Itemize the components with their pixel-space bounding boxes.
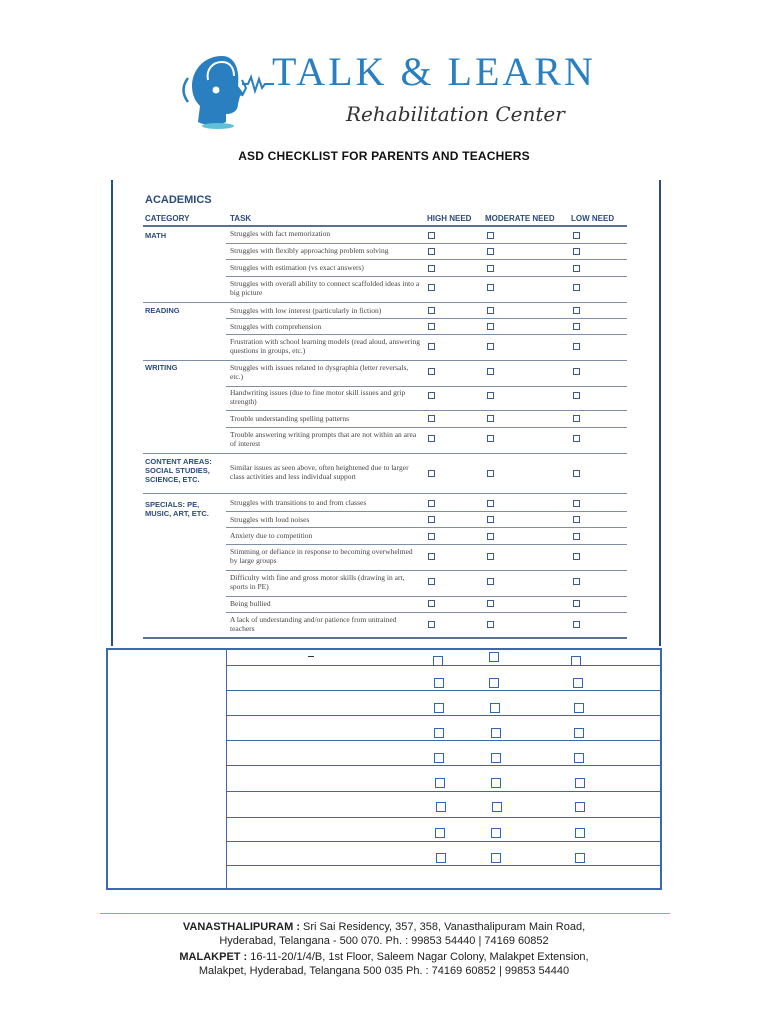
task-text: Difficulty with fine and gross motor skills (drawing in art, sports in PE) bbox=[230, 573, 405, 591]
checkbox-high-need[interactable] bbox=[434, 753, 444, 763]
row-divider bbox=[226, 243, 627, 244]
row-divider bbox=[227, 841, 660, 842]
checkbox-moderate-need[interactable] bbox=[487, 368, 494, 375]
checkbox-low-need[interactable] bbox=[573, 435, 580, 442]
checkbox-low-need[interactable] bbox=[574, 753, 584, 763]
address-line: Sri Sai Residency, 357, 358, Vanasthalipuram Main Road, bbox=[303, 921, 586, 933]
checkbox-moderate-need[interactable] bbox=[487, 621, 494, 628]
section-title: ACADEMICS bbox=[145, 194, 212, 206]
category-specials: SPECIALS: PE, MUSIC, ART, ETC. bbox=[145, 500, 209, 518]
checkbox-high-need[interactable] bbox=[428, 621, 435, 628]
checkbox-high-need[interactable] bbox=[428, 435, 435, 442]
checkbox-moderate-need[interactable] bbox=[487, 600, 494, 607]
checkbox-high-need[interactable] bbox=[428, 284, 435, 291]
checkbox-low-need[interactable] bbox=[573, 232, 580, 239]
checkbox-low-need[interactable] bbox=[574, 728, 584, 738]
checkbox-low-need[interactable] bbox=[573, 323, 580, 330]
task-text: Struggles with flexibly approaching problem solving bbox=[230, 246, 389, 255]
task-text: Struggles with issues related to dysgraphia (letter reversals, etc.) bbox=[230, 363, 409, 381]
row-divider bbox=[226, 570, 627, 571]
task-text: Struggles with estimation (vs exact answers) bbox=[230, 263, 364, 272]
checkbox-high-need[interactable] bbox=[434, 703, 444, 713]
row-divider bbox=[227, 690, 660, 691]
document-title: ASD CHECKLIST FOR PARENTS AND TEACHERS bbox=[238, 149, 530, 163]
company-logo bbox=[180, 44, 596, 134]
task-text: Trouble understanding spelling patterns bbox=[230, 414, 350, 423]
row-divider bbox=[226, 276, 627, 277]
checkbox-moderate-need[interactable] bbox=[491, 753, 501, 763]
checkbox-moderate-need[interactable] bbox=[487, 533, 494, 540]
row-divider bbox=[227, 765, 660, 766]
checkbox-moderate-need[interactable] bbox=[487, 500, 494, 507]
row-divider bbox=[226, 527, 627, 528]
checkbox-high-need[interactable] bbox=[428, 500, 435, 507]
task-text: Struggles with loud noises bbox=[230, 515, 310, 524]
category-divider bbox=[143, 453, 627, 454]
address-line: 16-11-20/1/4/B, 1st Floor, Saleem Nagar Colony, Malakpet Extension, bbox=[250, 951, 589, 963]
checkbox-high-need[interactable] bbox=[428, 600, 435, 607]
task-text: Struggles with fact memorization bbox=[230, 229, 331, 238]
task-text: Anxiety due to competition bbox=[230, 531, 313, 540]
checkbox-high-need[interactable] bbox=[434, 678, 444, 688]
checkbox-moderate-need[interactable] bbox=[491, 853, 501, 863]
checkbox-low-need[interactable] bbox=[573, 265, 580, 272]
category-writing: WRITING bbox=[145, 363, 178, 372]
checkbox-high-need[interactable] bbox=[428, 232, 435, 239]
checkbox-low-need[interactable] bbox=[573, 368, 580, 375]
scan-edge-left bbox=[111, 180, 113, 646]
checkbox-low-need[interactable] bbox=[573, 248, 580, 255]
checkbox-high-need[interactable] bbox=[436, 802, 446, 812]
checkbox-high-need[interactable] bbox=[435, 778, 445, 788]
checkbox-low-need[interactable] bbox=[571, 656, 581, 666]
checkbox-low-need[interactable] bbox=[573, 578, 580, 585]
column-header-task: TASK bbox=[230, 214, 252, 223]
category-divider bbox=[143, 360, 627, 361]
task-text: Being bullied bbox=[230, 599, 271, 608]
task-text: Similar issues as seen above, often heightened due to larger class activities and less individual support bbox=[230, 463, 409, 481]
checkbox-low-need[interactable] bbox=[573, 678, 583, 688]
branch-name: MALAKPET : bbox=[179, 951, 248, 963]
checkbox-high-need[interactable] bbox=[428, 343, 435, 350]
row-divider bbox=[226, 410, 627, 411]
checkbox-moderate-need[interactable] bbox=[491, 728, 501, 738]
checkbox-low-need[interactable] bbox=[573, 516, 580, 523]
checkbox-low-need[interactable] bbox=[573, 343, 580, 350]
row-divider bbox=[227, 665, 660, 666]
column-header-high-need: HIGH NEED bbox=[427, 214, 472, 223]
category-content-areas: CONTENT AREAS: SOCIAL STUDIES, SCIENCE, ETC. bbox=[145, 457, 212, 484]
checkbox-moderate-need[interactable] bbox=[491, 778, 501, 788]
checkbox-moderate-need[interactable] bbox=[489, 678, 499, 688]
task-text: Struggles with low interest (particularly in fiction) bbox=[230, 306, 382, 315]
footer-divider bbox=[100, 913, 670, 914]
row-divider bbox=[226, 334, 627, 335]
brand-name: TALK & LEARN bbox=[272, 49, 596, 94]
checkbox-low-need[interactable] bbox=[573, 415, 580, 422]
checkbox-moderate-need[interactable] bbox=[487, 516, 494, 523]
checkbox-high-need[interactable] bbox=[436, 853, 446, 863]
checkbox-low-need[interactable] bbox=[573, 621, 580, 628]
checkbox-moderate-need[interactable] bbox=[487, 248, 494, 255]
column-header-category: CATEGORY bbox=[145, 214, 190, 223]
column-header-moderate-need: MODERATE NEED bbox=[485, 214, 555, 223]
branch-address-malakpet bbox=[0, 950, 768, 964]
task-text: Handwriting issues (due to fine motor skill issues and grip strength) bbox=[230, 388, 406, 406]
sound-wave-icon bbox=[242, 74, 274, 94]
task-text: Frustration with school learning models (read aloud, answering questions in groups, etc.) bbox=[230, 337, 420, 355]
checkbox-low-need[interactable] bbox=[573, 600, 580, 607]
checkbox-high-need[interactable] bbox=[428, 516, 435, 523]
task-text: Struggles with comprehension bbox=[230, 322, 322, 331]
column-divider bbox=[226, 650, 227, 888]
row-divider bbox=[226, 318, 627, 319]
task-text: Trouble answering writing prompts that are not within an area of interest bbox=[230, 430, 417, 448]
row-divider bbox=[226, 596, 627, 597]
checkbox-low-need[interactable] bbox=[575, 853, 585, 863]
checkbox-moderate-need[interactable] bbox=[487, 578, 494, 585]
checkbox-moderate-need[interactable] bbox=[487, 415, 494, 422]
row-divider bbox=[226, 511, 627, 512]
checkbox-moderate-need[interactable] bbox=[487, 284, 494, 291]
checkbox-moderate-need[interactable] bbox=[487, 392, 494, 399]
checkbox-low-need[interactable] bbox=[574, 703, 584, 713]
checkbox-moderate-need[interactable] bbox=[487, 435, 494, 442]
checkbox-moderate-need[interactable] bbox=[490, 703, 500, 713]
checkbox-high-need[interactable] bbox=[428, 533, 435, 540]
row-divider bbox=[227, 791, 660, 792]
checkbox-high-need[interactable] bbox=[434, 728, 444, 738]
checkbox-low-need[interactable] bbox=[573, 284, 580, 291]
checkbox-high-need[interactable] bbox=[428, 368, 435, 375]
checkbox-high-need[interactable] bbox=[428, 307, 435, 314]
checkbox-high-need[interactable] bbox=[428, 578, 435, 585]
checkbox-moderate-need[interactable] bbox=[487, 470, 494, 477]
checkbox-moderate-need[interactable] bbox=[487, 323, 494, 330]
checkbox-high-need[interactable] bbox=[428, 392, 435, 399]
checkbox-high-need[interactable] bbox=[428, 265, 435, 272]
category-divider bbox=[143, 493, 627, 494]
checkbox-low-need[interactable] bbox=[573, 500, 580, 507]
dash-mark bbox=[308, 656, 314, 657]
category-divider bbox=[143, 302, 627, 303]
checkbox-moderate-need[interactable] bbox=[487, 343, 494, 350]
checkbox-high-need[interactable] bbox=[428, 470, 435, 477]
category-math: MATH bbox=[145, 231, 167, 240]
checkbox-low-need[interactable] bbox=[575, 778, 585, 788]
branch-name: VANASTHALIPURAM : bbox=[182, 921, 300, 933]
checkbox-high-need[interactable] bbox=[428, 248, 435, 255]
row-divider bbox=[227, 740, 660, 741]
checkbox-moderate-need[interactable] bbox=[492, 802, 502, 812]
checkbox-moderate-need[interactable] bbox=[487, 232, 494, 239]
address-line: Malakpet, Hyderabad, Telangana 500 035 Ph. : 74169 60852 | 99853 54440 bbox=[198, 965, 570, 977]
row-divider bbox=[226, 386, 627, 387]
brand-subtitle: Rehabilitation Center bbox=[346, 102, 565, 126]
checkbox-low-need[interactable] bbox=[573, 392, 580, 399]
task-text: Stimming or defiance in response to becoming overwhelmed by large groups bbox=[230, 547, 413, 565]
row-divider bbox=[226, 427, 627, 428]
checkbox-low-need[interactable] bbox=[573, 307, 580, 314]
academics-checklist bbox=[111, 180, 661, 646]
checkbox-moderate-need[interactable] bbox=[487, 553, 494, 560]
task-text: A lack of understanding and/or patience from untrained teachers bbox=[230, 615, 397, 633]
column-header-low-need: LOW NEED bbox=[571, 214, 615, 223]
category-reading: READING bbox=[145, 306, 180, 315]
checkbox-moderate-need[interactable] bbox=[491, 828, 501, 838]
checkbox-high-need[interactable] bbox=[428, 415, 435, 422]
checkbox-low-need[interactable] bbox=[575, 802, 585, 812]
checkbox-high-need[interactable] bbox=[433, 656, 443, 666]
task-text: Struggles with overall ability to connect scaffolded ideas into a big picture bbox=[230, 279, 420, 297]
blank-checklist-table bbox=[106, 648, 662, 890]
row-divider bbox=[227, 817, 660, 818]
row-divider bbox=[227, 865, 660, 866]
row-divider bbox=[226, 259, 627, 260]
checkbox-low-need[interactable] bbox=[573, 533, 580, 540]
checkbox-high-need[interactable] bbox=[435, 828, 445, 838]
checkbox-high-need[interactable] bbox=[428, 323, 435, 330]
scan-edge-right bbox=[659, 180, 661, 646]
table-bottom-line bbox=[143, 637, 627, 639]
checkbox-high-need[interactable] bbox=[428, 553, 435, 560]
checkbox-low-need[interactable] bbox=[573, 553, 580, 560]
header-divider bbox=[143, 225, 627, 227]
row-divider bbox=[227, 715, 660, 716]
row-divider bbox=[226, 544, 627, 545]
branch-address-vanasthalipuram bbox=[0, 920, 768, 934]
checkbox-moderate-need[interactable] bbox=[487, 307, 494, 314]
checkbox-moderate-need[interactable] bbox=[489, 652, 499, 662]
checkbox-low-need[interactable] bbox=[575, 828, 585, 838]
checkbox-moderate-need[interactable] bbox=[487, 265, 494, 272]
row-divider bbox=[226, 612, 627, 613]
address-line: Hyderabad, Telangana - 500 070. Ph. : 99853 54440 | 74169 60852 bbox=[219, 935, 549, 947]
task-text: Struggles with transitions to and from classes bbox=[230, 498, 367, 507]
checkbox-low-need[interactable] bbox=[573, 470, 580, 477]
